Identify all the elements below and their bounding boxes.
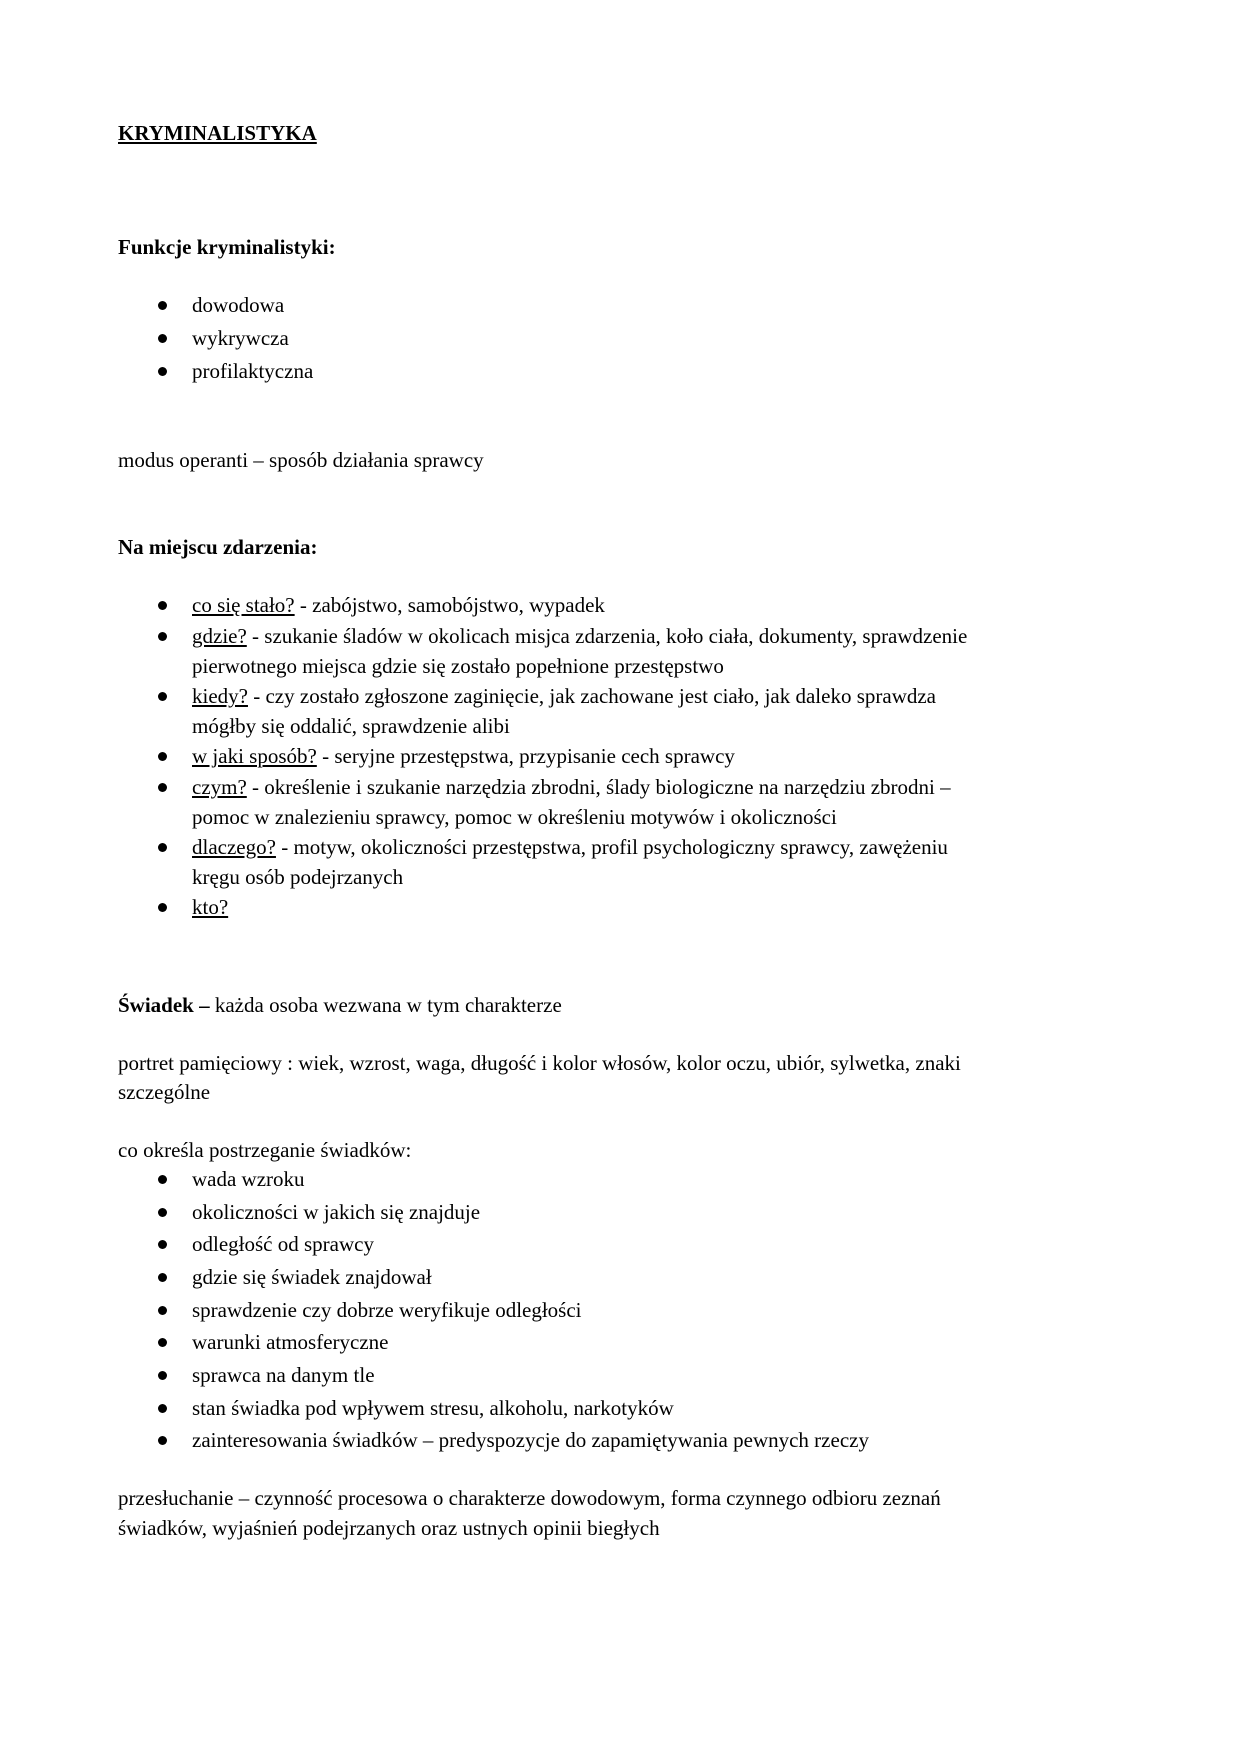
bullet-icon <box>158 601 167 610</box>
bullet-icon <box>158 903 167 912</box>
list-item-continuation: pomoc w znalezieniu sprawcy, pomoc w określeniu motywów i okoliczności <box>192 805 837 829</box>
list-item: gdzie? - szukanie śladów w okolicach misjca zdarzenia, koło ciała, dokumenty, sprawdzenie <box>192 624 968 648</box>
list-item-continuation: mógłby się oddalić, sprawdzenie alibi <box>192 714 510 738</box>
memory-portrait-continuation: szczególne <box>118 1080 211 1104</box>
document-title: KRYMINALISTYKA <box>118 121 317 145</box>
bullet-icon <box>158 1273 167 1282</box>
list-item: wykrywcza <box>192 326 289 350</box>
list-item-continuation: kręgu osób podejrzanych <box>192 865 404 889</box>
list-item: w jaki sposób? - seryjne przestępstwa, przypisanie cech sprawcy <box>192 744 735 768</box>
list-item: kiedy? - czy zostało zgłoszone zaginięcie, jak zachowane jest ciało, jak daleko sprawdza <box>192 684 937 708</box>
bullet-icon <box>158 1436 167 1445</box>
list-item: sprawca na danym tle <box>192 1363 375 1387</box>
list-item: zainteresowania świadków – predyspozycje do zapamiętywania pewnych rzeczy <box>192 1428 869 1452</box>
bullet-icon <box>158 1371 167 1380</box>
bullet-icon <box>158 783 167 792</box>
bullet-icon <box>158 692 167 701</box>
section-heading-crime-scene: Na miejscu zdarzenia: <box>118 535 318 559</box>
bullet-icon <box>158 1338 167 1347</box>
list-item: gdzie się świadek znajdował <box>192 1265 432 1289</box>
bullet-icon <box>158 632 167 641</box>
list-item: kto? <box>192 895 229 919</box>
interrogation-definition: przesłuchanie – czynność procesowa o charakterze dowodowym, forma czynnego odbioru zeznań <box>118 1486 941 1510</box>
list-item: odległość od sprawcy <box>192 1232 374 1256</box>
list-item: wada wzroku <box>192 1167 305 1191</box>
list-item: czym? - określenie i szukanie narzędzia zbrodni, ślady biologiczne na narzędziu zbrodni – <box>192 775 951 799</box>
section-heading-functions: Funkcje kryminalistyki: <box>118 235 336 259</box>
list-item-continuation: pierwotnego miejsca gdzie się zostało popełnione przestępstwo <box>192 654 724 678</box>
bullet-icon <box>158 752 167 761</box>
list-item: dowodowa <box>192 293 285 317</box>
bullet-icon <box>158 1208 167 1217</box>
bullet-icon <box>158 843 167 852</box>
bullet-icon <box>158 367 167 376</box>
witness-definition: Świadek – każda osoba wezwana w tym charakterze <box>118 993 562 1017</box>
bullet-icon <box>158 1240 167 1249</box>
bullet-icon <box>158 1306 167 1315</box>
bullet-icon <box>158 1404 167 1413</box>
list-item: profilaktyczna <box>192 359 314 383</box>
bullet-icon <box>158 334 167 343</box>
bullet-icon <box>158 1175 167 1184</box>
memory-portrait-line: portret pamięciowy : wiek, wzrost, waga, długość i kolor włosów, kolor oczu, ubiór, sylwetka, znaki <box>118 1051 961 1075</box>
interrogation-continuation: świadków, wyjaśnień podejrzanych oraz ustnych opinii biegłych <box>118 1516 660 1540</box>
list-item: stan świadka pod wpływem stresu, alkoholu, narkotyków <box>192 1396 674 1420</box>
modus-operandi-line: modus operanti – sposób działania sprawcy <box>118 448 484 472</box>
list-item: co się stało? - zabójstwo, samobójstwo, wypadek <box>192 593 605 617</box>
list-item: dlaczego? - motyw, okoliczności przestępstwa, profil psychologiczny sprawcy, zawężeniu <box>192 835 948 859</box>
list-item: okoliczności w jakich się znajduje <box>192 1200 481 1224</box>
section-heading-perception: co określa postrzeganie świadków: <box>118 1138 412 1162</box>
list-item: warunki atmosferyczne <box>192 1330 389 1354</box>
list-item: sprawdzenie czy dobrze weryfikuje odległości <box>192 1298 582 1322</box>
bullet-icon <box>158 301 167 310</box>
